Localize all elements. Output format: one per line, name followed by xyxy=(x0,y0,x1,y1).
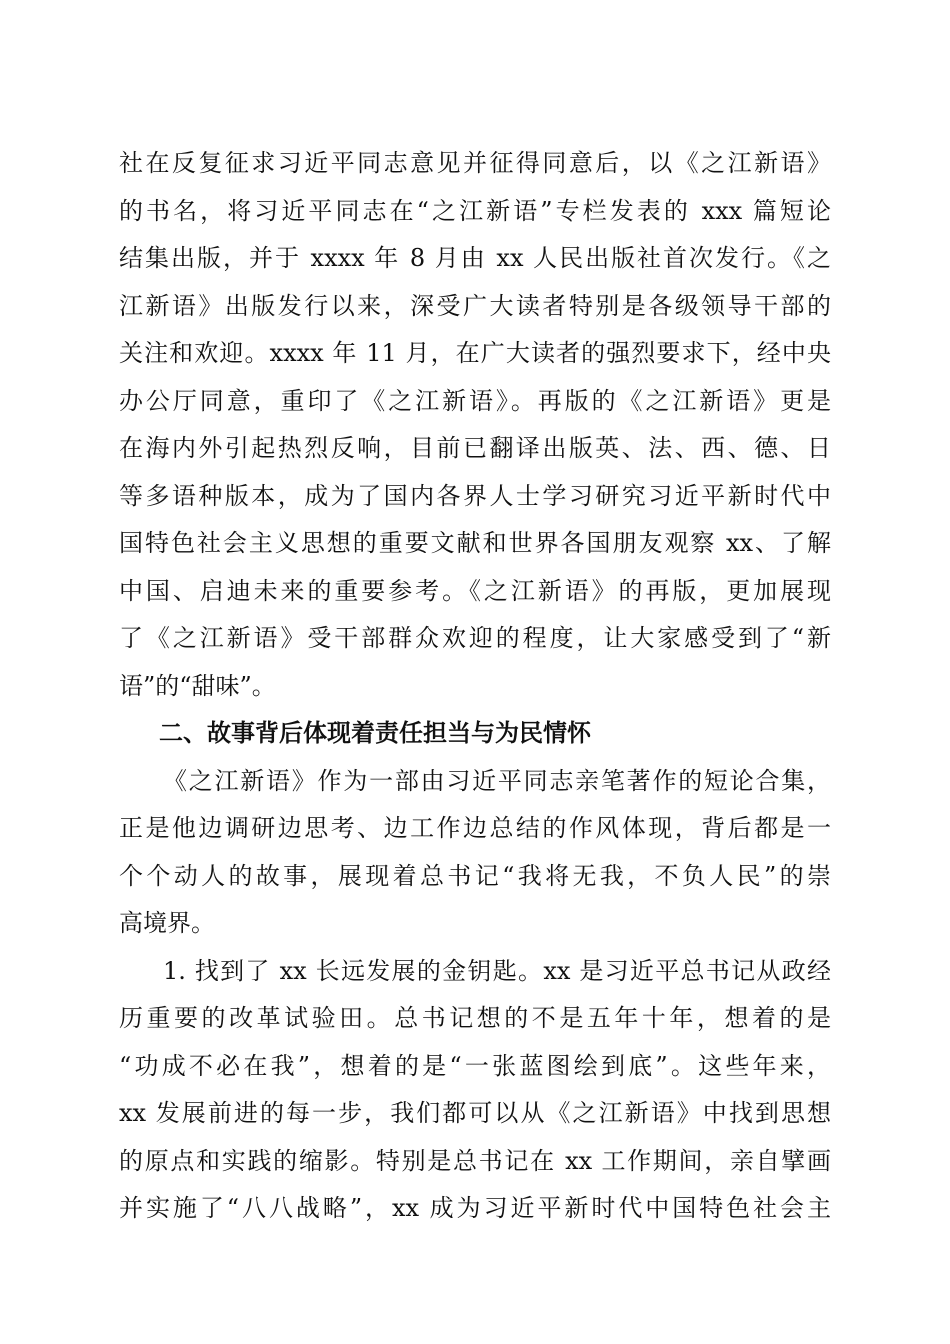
paragraph-point-one xyxy=(119,948,831,1233)
document-page xyxy=(119,140,831,1233)
text-line: 等多语种版本，成为了国内各界人士学习研究习近平新时代中 xyxy=(119,481,831,510)
paragraph-publication-history xyxy=(119,140,831,710)
text-line: 语”的“甜味”。 xyxy=(119,671,276,700)
text-line: 《之江新语》作为一部由习近平同志亲笔著作的短论合集， xyxy=(163,766,831,795)
text-line: 历重要的改革试验田。总书记想的不是五年十年，想着的是 xyxy=(119,1004,831,1032)
text-line: 办公厅同意，重印了《之江新语》。再版的《之江新语》更是 xyxy=(119,386,831,415)
paragraph-book-intro xyxy=(119,758,831,948)
text-line: 正是他边调研边思考、边工作边总结的作风体现，背后都是一 xyxy=(119,814,831,842)
text-line: 的原点和实践的缩影。特别是总书记在 xx 工作期间，亲自擘画 xyxy=(119,1146,831,1175)
text-line: “功成不必在我”，想着的是“一张蓝图绘到底”。这些年来， xyxy=(119,1051,831,1080)
text-line: 中国、启迪未来的重要参考。《之江新语》的再版，更加展现 xyxy=(119,576,831,605)
text-line: 社在反复征求习近平同志意见并征得同意后，以《之江新语》 xyxy=(119,149,831,177)
text-line: 并实施了“八八战略”，xx 成为习近平新时代中国特色社会主 xyxy=(119,1194,831,1222)
text-line: 关注和欢迎。xxxx 年 11 月，在广大读者的强烈要求下，经中央 xyxy=(119,339,831,367)
text-line: 高境界。 xyxy=(119,909,215,937)
text-line: 结集出版，并于 xxxx 年 8 月由 xx 人民出版社首次发行。《之 xyxy=(119,244,831,272)
text-line: 1. 找到了 xx 长远发展的金钥匙。xx 是习近平总书记从政经 xyxy=(163,956,831,985)
text-line: 国特色社会主义思想的重要文献和世界各国朋友观察 xx、了解 xyxy=(119,529,831,557)
text-line: xx 发展前进的每一步，我们都可以从《之江新语》中找到思想 xyxy=(119,1099,831,1127)
text-line: 的书名，将习近平同志在“之江新语”专栏发表的 xxx 篇短论 xyxy=(119,196,831,225)
text-line: 江新语》出版发行以来，深受广大读者特别是各级领导干部的 xyxy=(119,291,831,320)
text-line: 个个动人的故事，展现着总书记“我将无我，不负人民”的崇 xyxy=(119,861,831,890)
text-line: 了《之江新语》受干部群众欢迎的程度，让大家感受到了“新 xyxy=(119,624,831,652)
text-line: 在海内外引起热烈反响，目前已翻译出版英、法、西、德、日 xyxy=(119,434,831,462)
section-heading: 二、故事背后体现着责任担当与为民情怀 xyxy=(159,719,591,747)
